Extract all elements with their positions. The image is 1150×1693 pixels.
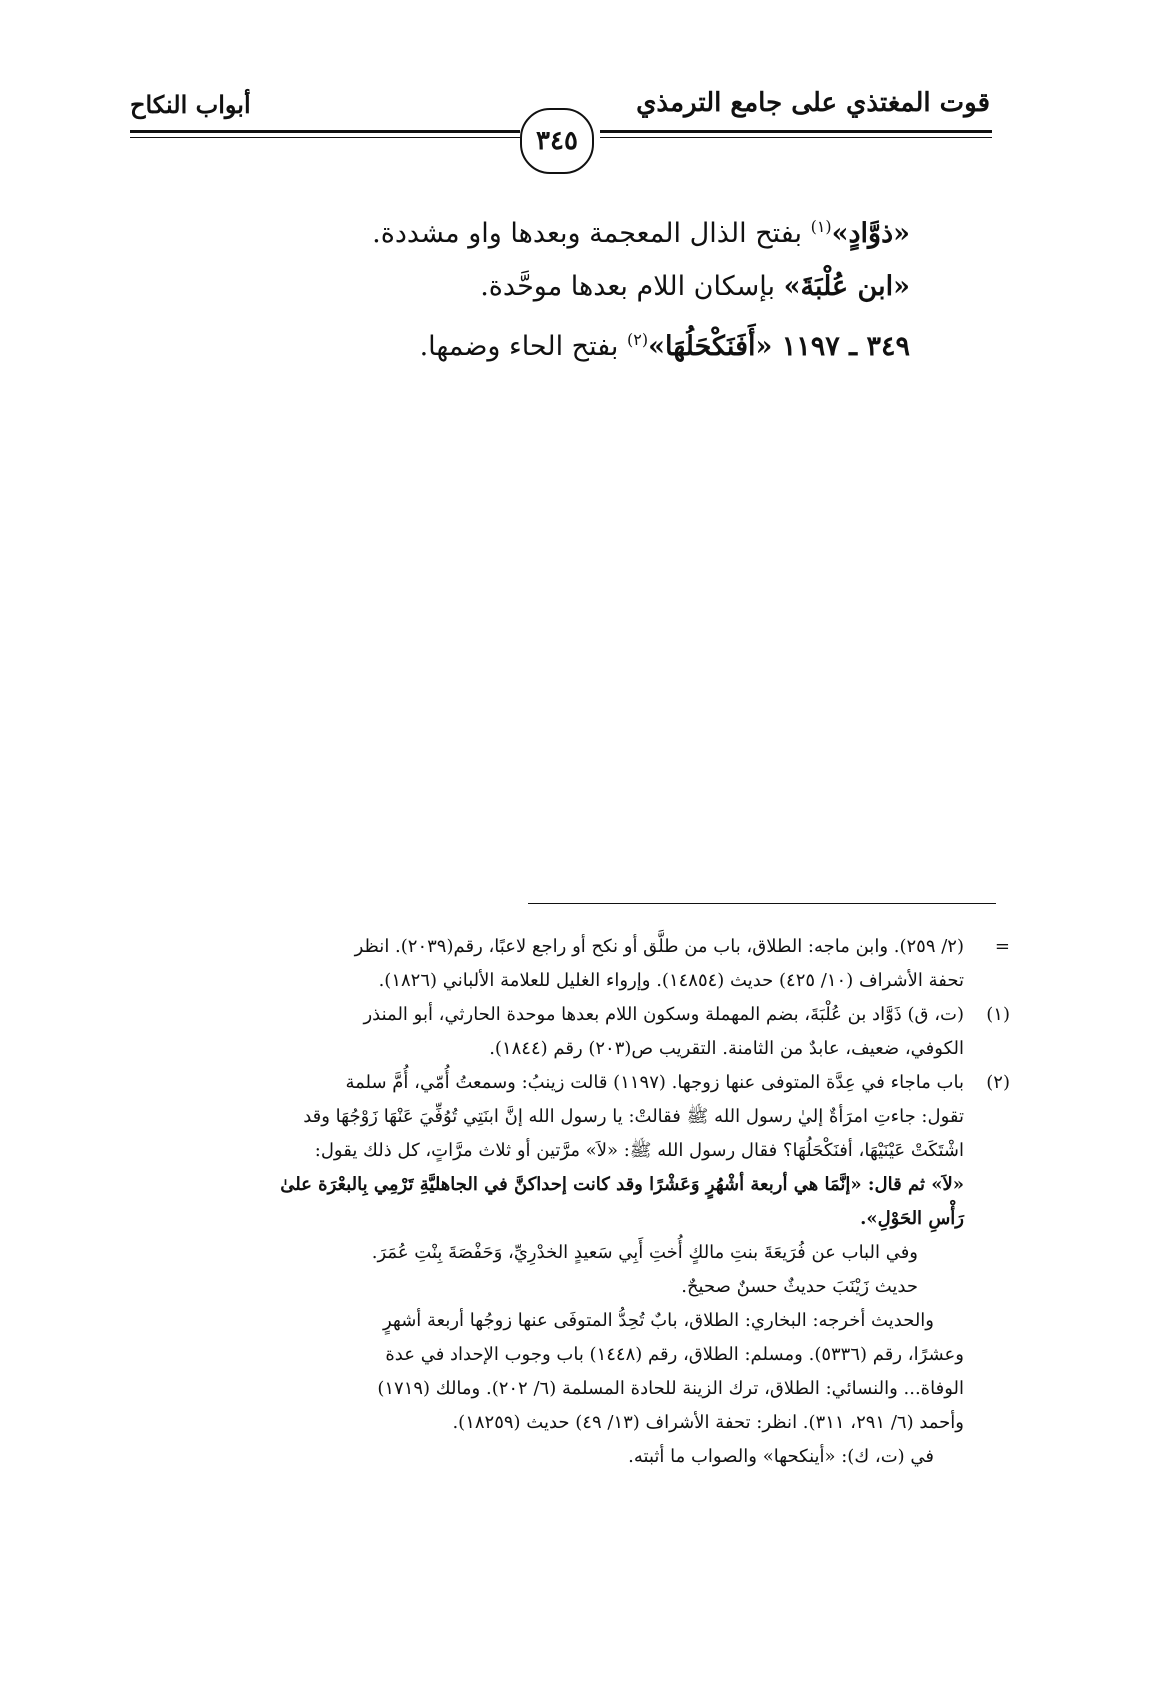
footnote-ref: (١) (810, 217, 832, 236)
main-text (210, 200, 910, 373)
footnote-line: (٢/ ٢٥٩). وابن ماجه: الطلاق، باب من طلَّق أو نكح أو راجع لاعبًا، رقم(٢٠٣٩). انظر (354, 936, 964, 957)
footnote-line: (ت، ق) ذَوَّاد بن عُلْبَةَ، بضم المهملة وسكون اللام بعدها موحدة الحارثي، أبو المنذر (363, 1004, 964, 1025)
footnote-separator (528, 903, 996, 904)
hadith-number: ٣٤٩ ـ ١١٩٧ (781, 331, 910, 362)
footnote-line: وفي الباب عن فُرَيعَةَ بنتِ مالكٍ أُختِ أَبِي سَعيدٍ الخدْرِيِّ، وَحَفْصَةَ بِنْتِ عُمَرَ. (371, 1242, 918, 1263)
section-title: أبواب النكاح (130, 90, 251, 119)
footnote-line: وعشرًا، رقم (٥٣٣٦). ومسلم: الطلاق، رقم (١٤٤٨) باب وجوب الإحداد في عدة (385, 1344, 964, 1365)
main-line-2 (210, 260, 910, 313)
header-rule-right-thin (600, 137, 992, 138)
footnote-line: تحفة الأشراف (١٠/ ٤٢٥) حديث (١٤٨٥٤). وإرواء الغليل للعلامة الألباني (١٨٢٦). (378, 970, 964, 991)
footnotes (140, 930, 1010, 1474)
footnote-line: رَأْسِ الحَوْلِ». (860, 1208, 964, 1229)
footnote-marker: = (994, 936, 1010, 957)
footnote-line: في (ت، ك): «أينكحها» والصواب ما أثبته. (628, 1446, 934, 1467)
gloss: بفتح الحاء وضمها. (419, 331, 627, 362)
footnote-2 (140, 1066, 1010, 1474)
term: «أَفَنَكْحَلُهَا» (648, 331, 782, 362)
footnote-continuation (140, 930, 1010, 998)
header-rule-left-thin (130, 137, 520, 138)
footnote-line: باب ماجاء في عِدَّة المتوفى عنها زوجها. (١١٩٧) قالت زينبُ: وسمعتُ أُمّي، أُمَّ سلمة (345, 1072, 964, 1093)
term: «ابن عُلْبَةَ» (783, 271, 910, 302)
footnote-marker: (٢) (986, 1072, 1010, 1093)
gloss: بإسكان اللام بعدها موحَّدة. (480, 271, 784, 302)
header-rule-right (600, 130, 992, 133)
book-title: قوت المغتذي على جامع الترمذي (636, 88, 990, 118)
footnote-1 (140, 998, 1010, 1066)
footnote-line: تقول: جاءتِ امرَأةٌ إليٰ رسول الله ﷺ فقالتْ: يا رسول الله إنَّ ابنَتِي تُوُفِّيَ عَنْهَا زَوْجُهَا وقد (303, 1106, 964, 1127)
footnote-line: اشْتَكَتْ عَيْنَيْهَا، أفنَكْحَلُهَا؟ فقال رسول الله ﷺ: «لاَ» مرَّتين أو ثلاث مرَّاتٍ، كل ذلك يقول: (314, 1140, 964, 1161)
footnote-line: وأحمد (٦/ ٢٩١، ٣١١). انظر: تحفة الأشراف (١٣/ ٤٩) حديث (١٨٢٥٩). (452, 1412, 964, 1433)
page-number: ٣٤٥ (520, 108, 594, 174)
main-line-1 (210, 200, 910, 260)
footnote-line: «لاَ» ثم قال: «إنَّمَا هي أربعة أشْهُرٍ وَعَشْرًا وقد كانت إحداكنَّ في الجاهليَّةِ تَرْمِي بِالبعْرَة علىٰ (280, 1174, 964, 1195)
header-rule-left (130, 130, 520, 133)
term: «ذوَّادٍ» (831, 218, 910, 249)
footnote-line: الوفاة... والنسائي: الطلاق، ترك الزينة للحادة المسلمة (٦/ ٢٠٢). ومالك (١٧١٩) (377, 1378, 964, 1399)
footnote-line: والحديث أخرجه: البخاري: الطلاق، بابٌ تُحِدُّ المتوفَى عنها زوجُها أربعة أشهرٍ (382, 1310, 934, 1331)
footnote-line: حديث زَيْنَبَ حديثٌ حسنٌ صحيحٌ. (681, 1276, 918, 1297)
footnote-marker: (١) (986, 1004, 1010, 1025)
footnote-line: الكوفي، ضعيف، عابدٌ من الثامنة. التقريب ص(٢٠٣) رقم (١٨٤٤). (489, 1038, 964, 1059)
main-line-3 (210, 313, 910, 373)
gloss: بفتح الذال المعجمة وبعدها واو مشددة. (372, 218, 811, 249)
footnote-ref: (٢) (627, 330, 649, 349)
